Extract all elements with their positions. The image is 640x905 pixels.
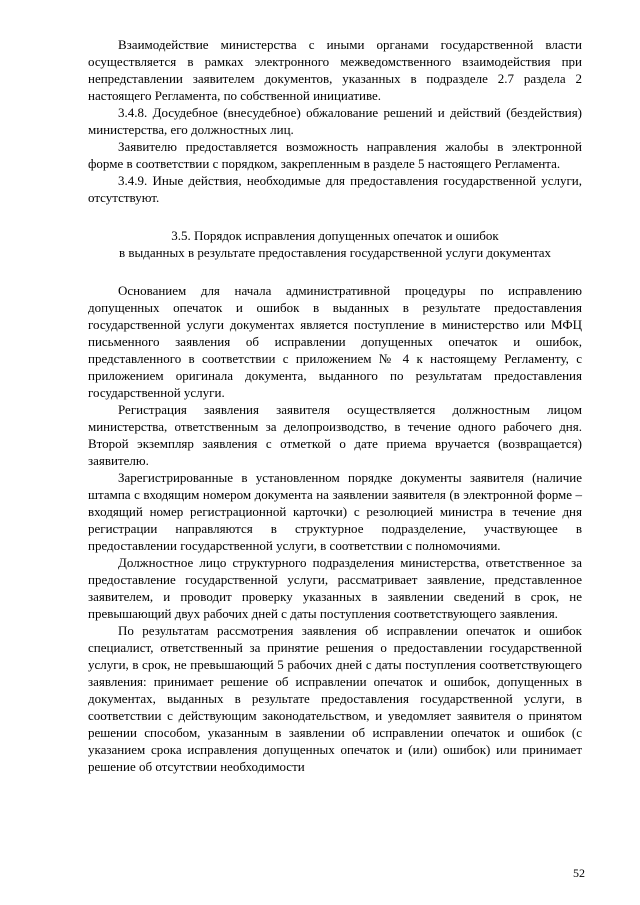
paragraph-3-4-9: 3.4.9. Иные действия, необходимые для предоставления государственной услуги, отсутствуют.: [88, 173, 582, 205]
section-heading-line-2: в выданных в результате предоставления государственной услуги документах: [118, 245, 552, 260]
paragraph-registered-documents: Зарегистрированные в установленном порядке документы заявителя (наличие штампа с входящим номером документа на заявлении заявителя (в электронной форме – входящий номер регистрационной карточки) с резолюцией министра в течение дня регистрации направляются в структурное подразделение, участвующее в предоставлении государственной услуги, в соответствии с полномочиями.: [88, 470, 582, 553]
paragraph-decision: По результатам рассмотрения заявления об исправлении опечаток и ошибок специалист, ответственный за принятие решения о предоставлении государственной услуги, в срок, не превышающий 5 рабочих дней с даты поступления соответствующего заявления: принимает решение об исправлении опечаток и ошибок, допущенных в документах, выданных в результате предоставления государственной услуги, в соответствии с действующим законодательством, и уведомляет заявителя о принятом решении способом, указанным в заявлении об исправлении опечаток и ошибок (с указанием срока исправления допущенных опечаток и (или) ошибок) или принимает решение об отсутствии необходимости: [88, 623, 582, 774]
paragraph-grounds: Основанием для начала административной процедуры по исправлению допущенных опечаток и ошибок в выданных в результате предоставления государственной услуги документах является поступление в министерство или МФЦ письменного заявления об исправлении допущенных опечаток и ошибок, представленного в соответствии с приложением № 4 к настоящему Регламенту, с приложением оригинала документа, выданного по результатам предоставления государственной услуги.: [88, 283, 582, 400]
page-number: 52: [573, 866, 585, 880]
paragraph-registration: Регистрация заявления заявителя осуществляется должностным лицом министерства, ответственным за делопроизводство, в течение одного рабочего дня. Второй экземпляр заявления с отметкой о дате приема вручается (возвращается) заявителю.: [88, 402, 582, 468]
paragraph-3-4-8: 3.4.8. Досудебное (внесудебное) обжалование решений и действий (бездействия) министерства, его должностных лиц.: [88, 105, 582, 137]
paragraph-interaction: Взаимодействие министерства с иными органами государственной власти осуществляется в рамках электронного межведомственного взаимодействия при непредставлении заявителем документов, указанных в подразделе 2.7 раздела 2 настоящего Регламента, по собственной инициативе.: [88, 37, 582, 103]
paragraph-complaint: Заявителю предоставляется возможность направления жалобы в электронной форме в соответствии с порядком, закрепленным в разделе 5 настоящего Регламента.: [88, 139, 582, 171]
section-heading-3-5: [88, 227, 582, 261]
section-heading-line-1: 3.5. Порядок исправления допущенных опечаток и ошибок: [171, 228, 499, 243]
document-page: [88, 36, 582, 775]
paragraph-official-review: Должностное лицо структурного подразделения министерства, ответственное за предоставление государственной услуги, рассматривает заявление, представленное заявителем, и проводит проверку указанных в заявлении сведений в срок, не превышающий двух рабочих дней с даты поступления соответствующего заявления.: [88, 555, 582, 621]
